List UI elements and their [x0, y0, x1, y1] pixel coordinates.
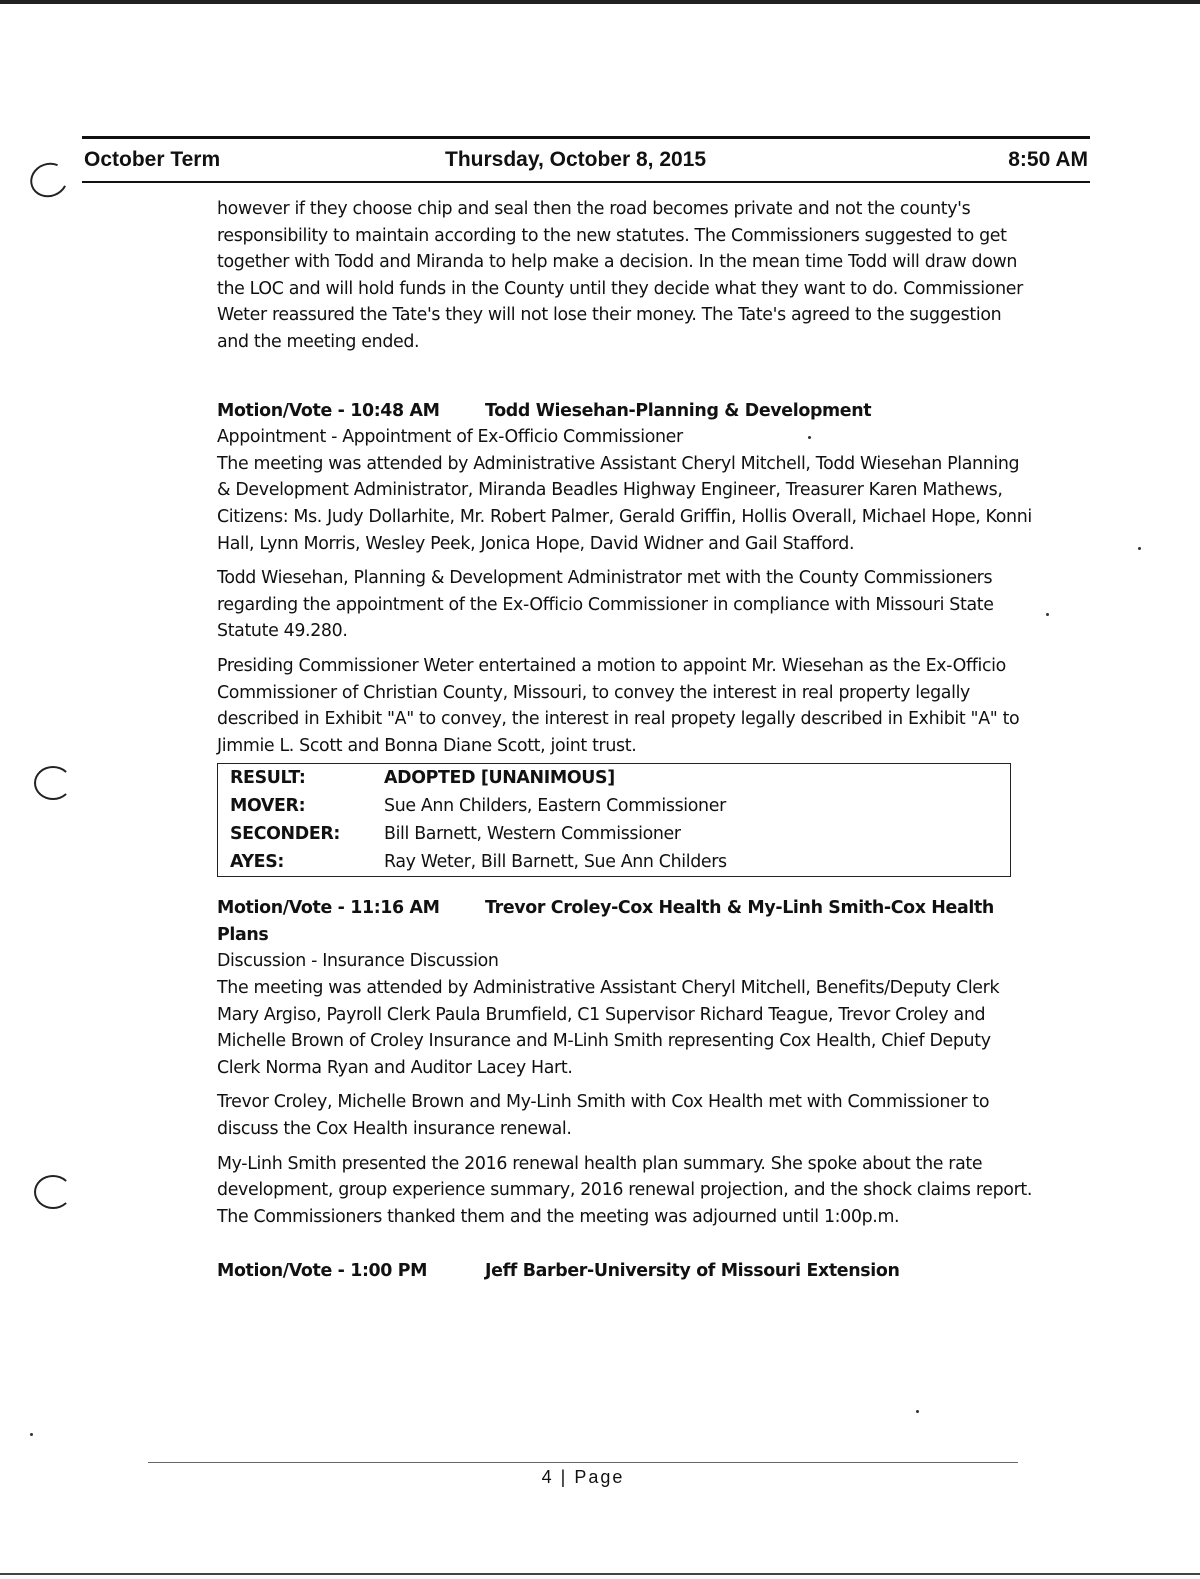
- motion-heading-1: [217, 398, 1037, 425]
- intro-paragraph: however if they choose chip and seal then the road becomes private and not the county's responsibility to maintain according to the new statutes. The Commissioners suggested to get together with Todd and Miranda to help make a decision. In the mean time Todd will draw down the LOC and will hold funds in the County until they decide what they want to do. Commissioner Weter reassured the Tate's they will not lose their money. The Tate's agreed to the suggestion and the meeting ended.: [217, 199, 1023, 352]
- result-key: RESULT:: [230, 768, 306, 789]
- punch-hole-bottom: [34, 1175, 72, 1209]
- header-term: October Term: [84, 148, 221, 171]
- table-row: [218, 792, 1011, 820]
- attendees-paragraph: The meeting was attended by Administrative Assistant Cheryl Mitchell, Todd Wiesehan Planning & Development Administrator, Miranda Beadles Highway Engineer, Treasurer Karen Mathews, Citizens: Ms. Judy Dollarhite, Mr. Robert Palmer, Gerald Griffin, Hollis Overall, Michael Hope, Konni Hall, Lynn Morris, Wesley Peek, Jonica Hope, David Widner and Gail Stafford.: [217, 453, 1032, 554]
- table-row: [218, 764, 1011, 793]
- punch-hole-top: [25, 158, 72, 203]
- motion-label: Motion/Vote - 11:16 AM: [217, 898, 440, 919]
- motion-subhead: Discussion - Insurance Discussion: [217, 951, 499, 972]
- scan-speck: [30, 1433, 33, 1436]
- paragraph: Trevor Croley, Michelle Brown and My-Linh Smith with Cox Health met with Commissioner to discuss the Cox Health insurance renewal.: [217, 1092, 990, 1140]
- result-value: ADOPTED [UNANIMOUS]: [384, 768, 615, 789]
- scan-speck: [916, 1410, 919, 1413]
- motion-subhead: Appointment - Appointment of Ex-Officio Commissioner: [217, 427, 683, 448]
- header-rule-top: [82, 136, 1090, 139]
- mover-key: MOVER:: [230, 796, 306, 817]
- ayes-value: Ray Weter, Bill Barnett, Sue Ann Childers: [384, 852, 727, 873]
- motion-title: Jeff Barber-University of Missouri Extension: [485, 1261, 900, 1282]
- document-body: [217, 196, 1037, 1285]
- seconder-key: SECONDER:: [230, 824, 341, 845]
- attendees-paragraph: The meeting was attended by Administrative Assistant Cheryl Mitchell, Benefits/Deputy Clerk Mary Argiso, Payroll Clerk Paula Brumfield, C1 Supervisor Richard Teague, Trevor Croley and Michelle Brown of Croley Insurance and M-Linh Smith representing Cox Health, Chief Deputy Clerk Norma Ryan and Auditor Lacey Hart.: [217, 978, 1000, 1078]
- mover-value: Sue Ann Childers, Eastern Commissioner: [384, 796, 726, 817]
- punch-hole-middle: [34, 766, 72, 800]
- motion-title-continued: Plans: [217, 924, 269, 945]
- scan-speck: [808, 436, 811, 439]
- motion-title: Todd Wiesehan-Planning & Development: [485, 400, 872, 421]
- motion-label: Motion/Vote - 1:00 PM: [217, 1261, 428, 1282]
- scan-speck: [1046, 613, 1049, 616]
- ayes-key: AYES:: [230, 852, 284, 873]
- paragraph: My-Linh Smith presented the 2016 renewal health plan summary. She spoke about the rate development, group experience summary, 2016 renewal projection, and the shock claims report. The Commissioners thanked them and the meeting was adjourned until 1:00p.m.: [217, 1153, 1033, 1227]
- footer-rule: [148, 1462, 1018, 1463]
- paragraph: Presiding Commissioner Weter entertained a motion to appoint Mr. Wiesehan as the Ex-Officio Commissioner of Christian County, Missouri, to convey the interest in real property legally described in Exhibit "A" to convey, the interest in real propety legally described in Exhibit "A" to Jimmie L. Scott and Bonna Diane Scott, joint trust.: [217, 655, 1020, 756]
- scan-speck: [1138, 547, 1141, 550]
- motion-label: Motion/Vote - 10:48 AM: [217, 400, 440, 421]
- scan-edge-top: [0, 0, 1200, 4]
- seconder-value: Bill Barnett, Western Commissioner: [384, 824, 681, 845]
- paragraph: Todd Wiesehan, Planning & Development Administrator met with the County Commissioners regarding the appointment of the Ex-Officio Commissioner in compliance with Missouri State Statute 49.280.: [217, 568, 994, 642]
- table-row: [218, 820, 1011, 848]
- motion-title: Trevor Croley-Cox Health & My-Linh Smith-Cox Health: [485, 898, 994, 919]
- motion-heading-3: [217, 1258, 1037, 1285]
- table-row: [218, 848, 1011, 877]
- scan-edge-bottom: [0, 1573, 1200, 1575]
- motion-heading-2: [217, 895, 1037, 922]
- vote-result-table: [217, 763, 1011, 877]
- header-date: Thursday, October 8, 2015: [445, 148, 707, 171]
- page-number: 4 | Page: [541, 1467, 625, 1487]
- header-rule-bottom: [82, 181, 1090, 183]
- header-time: 8:50 AM: [1008, 148, 1088, 171]
